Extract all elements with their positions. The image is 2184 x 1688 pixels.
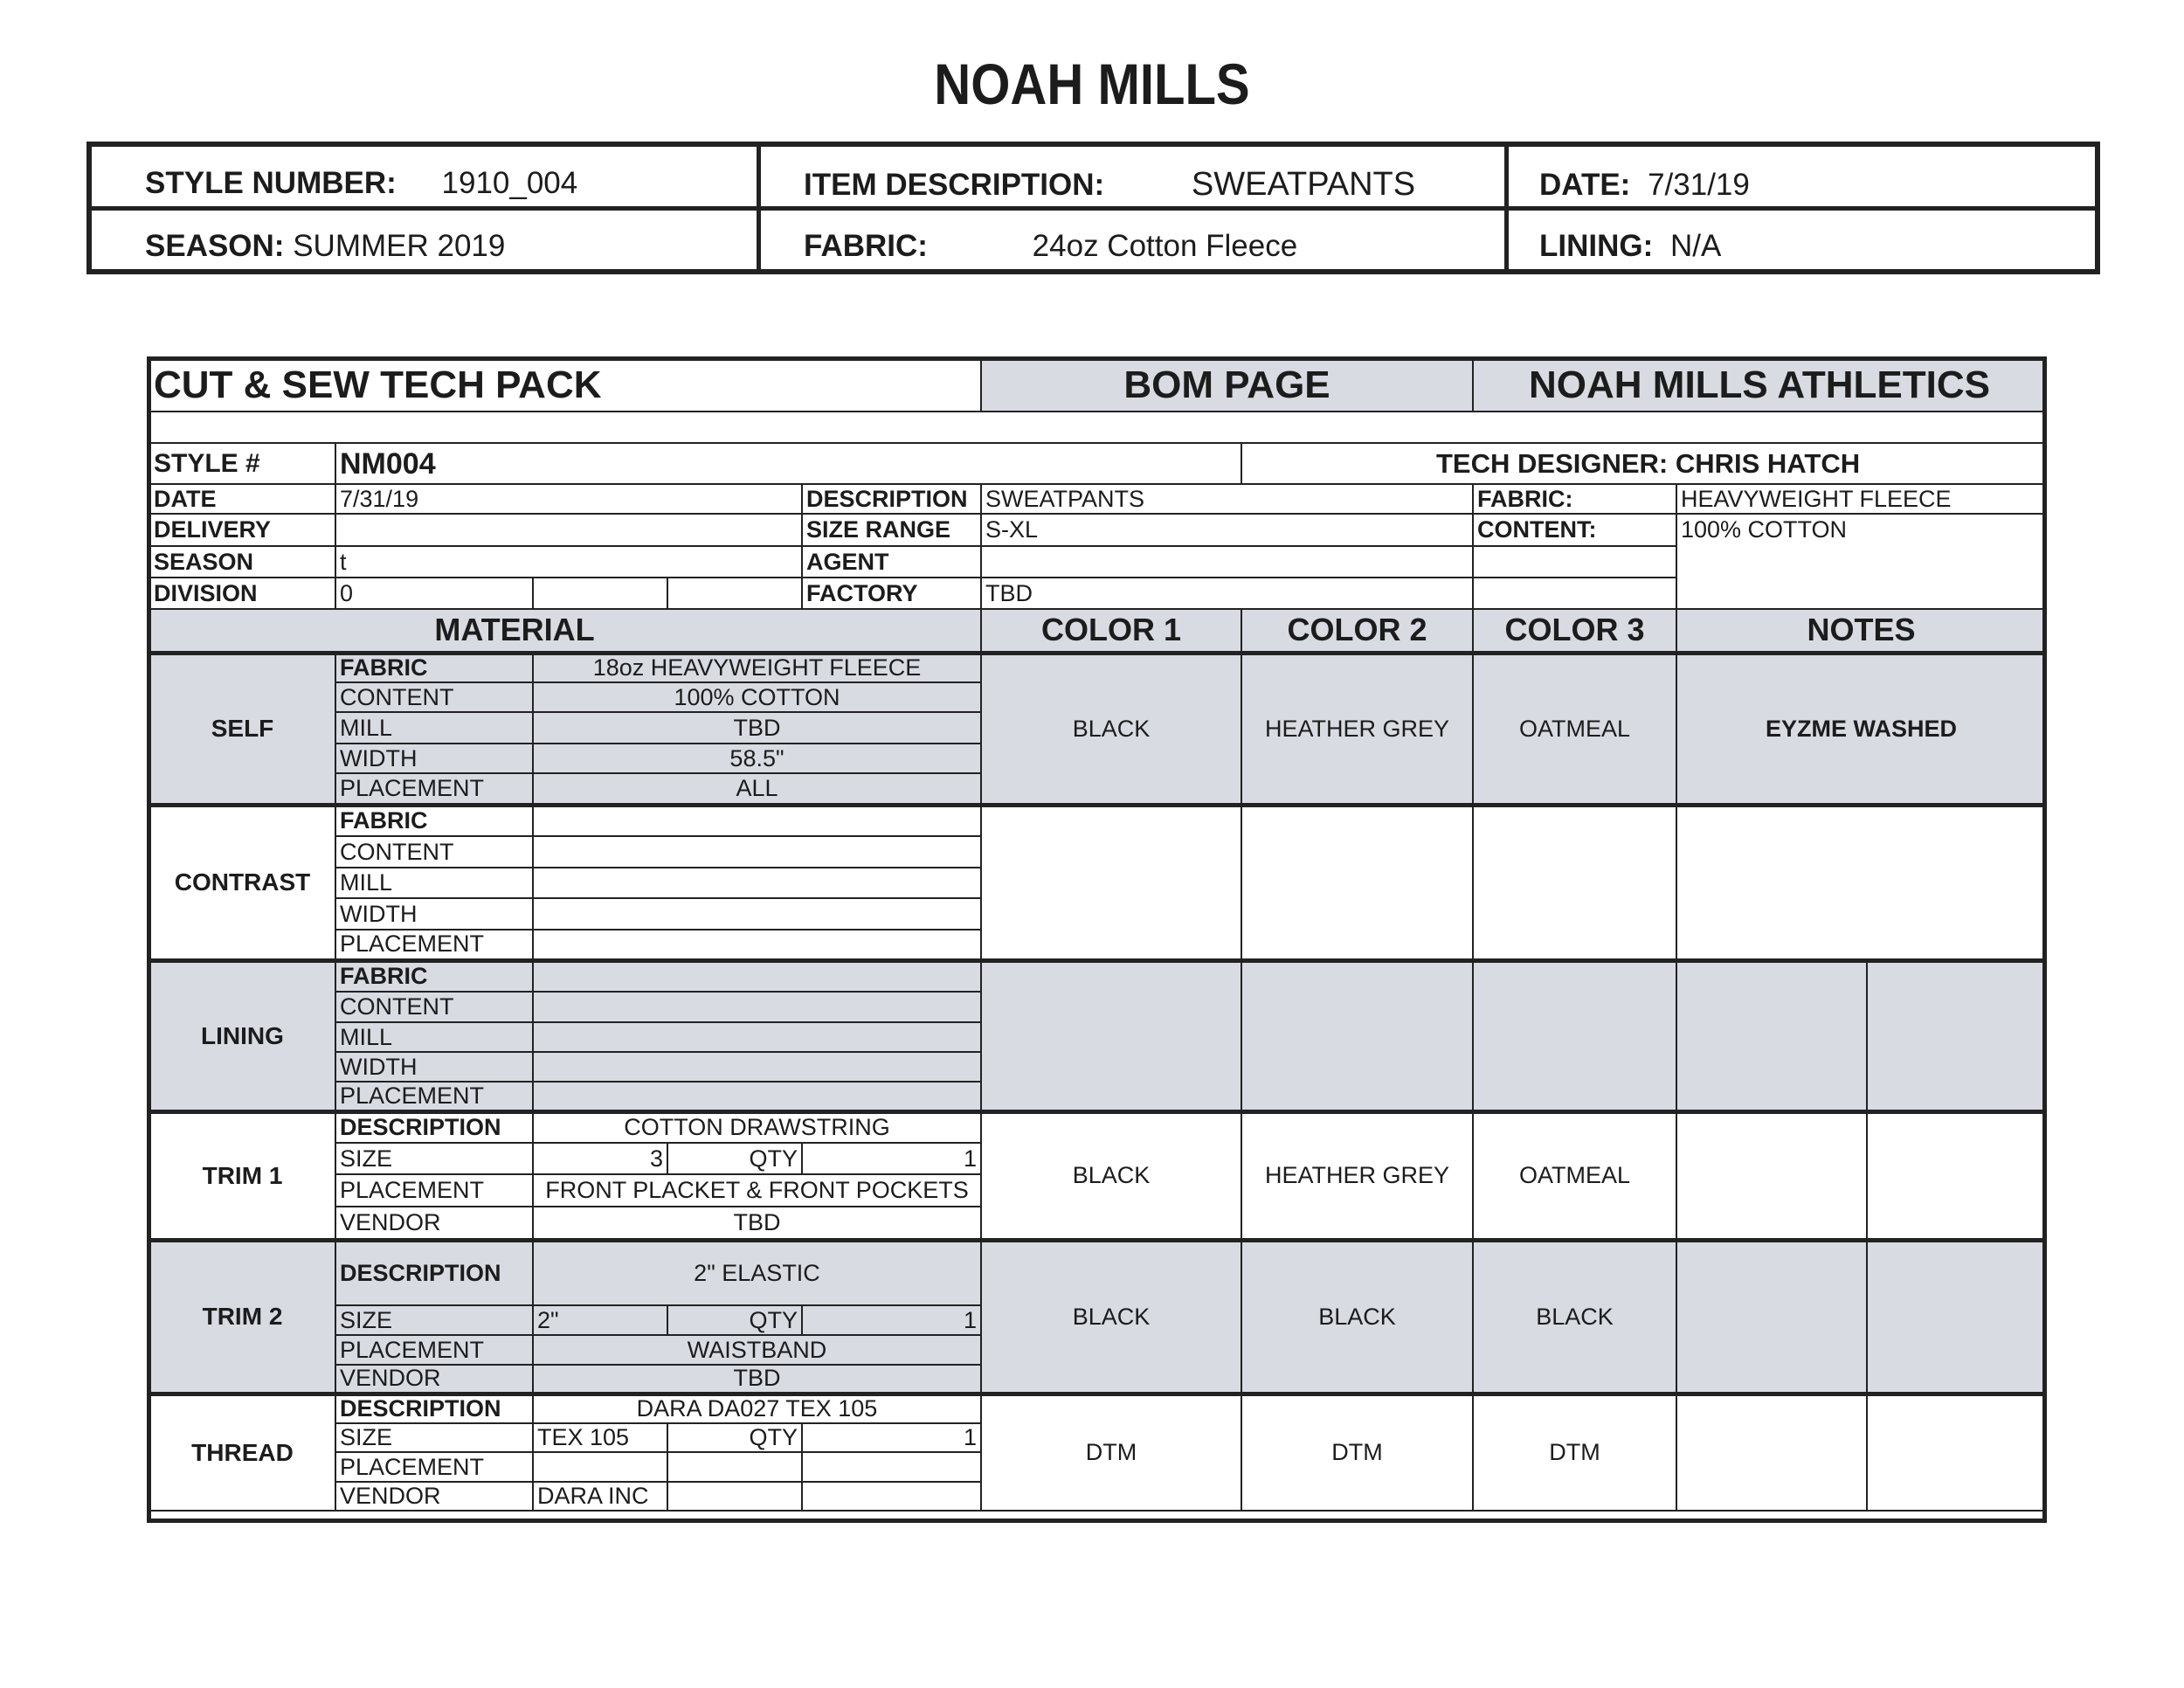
lining-label: LINING: (1539, 229, 1654, 263)
color1-heading: COLOR 1 (981, 609, 1241, 653)
trim1-qty-value: 1 (802, 1143, 981, 1174)
bom-page-heading: BOM PAGE (981, 359, 1473, 412)
style-number-label: STYLE NUMBER: (145, 166, 397, 200)
thread-placement-extra-2 (802, 1452, 981, 1482)
style-number-value: 1910_004 (441, 166, 578, 200)
thread-section-label: THREAD (149, 1394, 335, 1511)
lining-content-value (533, 992, 981, 1022)
thread-description-label: DESCRIPTION (335, 1394, 533, 1423)
trim2-color3: BLACK (1473, 1240, 1676, 1394)
self-placement-value: ALL (533, 773, 981, 805)
item-description-label: ITEM DESCRIPTION: (804, 168, 1105, 202)
contrast-fabric-value (533, 805, 981, 836)
size-range-label: SIZE RANGE (802, 514, 981, 546)
self-color3: OATMEAL (1473, 653, 1676, 805)
trim1-vendor-value: TBD (533, 1207, 981, 1240)
description-value: SWEATPANTS (981, 484, 1473, 514)
lining-color2 (1241, 960, 1473, 1111)
thread-vendor-extra-2 (802, 1482, 981, 1511)
content-row-label: CONTENT: (1473, 514, 1676, 546)
trim1-color3: OATMEAL (1473, 1111, 1676, 1240)
bom-table (149, 358, 2047, 1512)
self-width-label: WIDTH (335, 744, 533, 773)
thread-vendor-extra-1 (667, 1482, 802, 1511)
trim1-notes-2 (1867, 1111, 2046, 1240)
division-value: 0 (335, 578, 533, 609)
trim1-notes-1 (1676, 1111, 1867, 1240)
lining-section-label: LINING (149, 960, 335, 1111)
date-value: 7/31/19 (1648, 168, 1750, 202)
factory-value: TBD (981, 578, 1473, 609)
trim1-description-label: DESCRIPTION (335, 1111, 533, 1143)
self-width-value: 58.5" (533, 744, 981, 773)
contrast-content-value (533, 836, 981, 868)
thread-size-label: SIZE (335, 1423, 533, 1452)
lining-content-label: CONTENT (335, 992, 533, 1022)
lining-mill-label: MILL (335, 1022, 533, 1052)
trim1-color2: HEATHER GREY (1241, 1111, 1473, 1240)
contrast-mill-label: MILL (335, 868, 533, 898)
trim2-section-label: TRIM 2 (149, 1240, 335, 1394)
fabric-label: FABRIC: (804, 229, 928, 263)
lining-mill-value (533, 1022, 981, 1052)
contrast-color1 (981, 805, 1241, 960)
pack-title: CUT & SEW TECH PACK (149, 359, 981, 412)
color2-heading: COLOR 2 (1241, 609, 1473, 653)
contrast-section-label: CONTRAST (149, 805, 335, 960)
trim1-size-label: SIZE (335, 1143, 533, 1174)
trim2-description-label: DESCRIPTION (335, 1240, 533, 1305)
trim1-size-value: 3 (533, 1143, 667, 1174)
factory-label: FACTORY (802, 578, 981, 609)
date-field (1539, 168, 1750, 203)
trim2-qty-value: 1 (802, 1305, 981, 1335)
fabric-field (804, 229, 1297, 264)
delivery-value (335, 514, 802, 546)
material-heading: MATERIAL (149, 609, 981, 653)
contrast-notes (1676, 805, 2046, 960)
contrast-mill-value (533, 868, 981, 898)
lining-fabric-label: FABRIC (335, 960, 533, 992)
thread-description-value: DARA DA027 TEX 105 (533, 1394, 981, 1423)
header-divider-v1 (757, 142, 761, 274)
season-label: SEASON: (145, 229, 285, 263)
self-section-label: SELF (149, 653, 335, 805)
thread-notes-1 (1676, 1394, 1867, 1511)
trim2-vendor-label: VENDOR (335, 1365, 533, 1394)
trim1-qty-label: QTY (667, 1143, 802, 1174)
thread-color2: DTM (1241, 1394, 1473, 1511)
trim2-size-value: 2" (533, 1305, 667, 1335)
thread-vendor-label: VENDOR (335, 1482, 533, 1511)
division-extra-2 (667, 578, 802, 609)
season-row-label: SEASON (149, 546, 335, 578)
size-range-value: S-XL (981, 514, 1473, 546)
self-placement-label: PLACEMENT (335, 773, 533, 805)
fabric-value: 24oz Cotton Fleece (1032, 229, 1298, 263)
contrast-placement-label: PLACEMENT (335, 930, 533, 960)
date-row-value: 7/31/19 (335, 484, 802, 514)
lining-placement-label: PLACEMENT (335, 1082, 533, 1111)
trim2-notes-2 (1867, 1240, 2046, 1394)
agent-value (981, 546, 1473, 578)
trim1-vendor-label: VENDOR (335, 1207, 533, 1240)
trim1-color1: BLACK (981, 1111, 1241, 1240)
lining-field (1539, 229, 1721, 264)
thread-color3: DTM (1473, 1394, 1676, 1511)
division-extra-1 (533, 578, 667, 609)
lining-width-label: WIDTH (335, 1052, 533, 1082)
document-title: NOAH MILLS (934, 52, 1250, 116)
thread-notes-2 (1867, 1394, 2046, 1511)
lining-placement-value (533, 1082, 981, 1111)
lining-value: N/A (1670, 229, 1722, 263)
trim1-section-label: TRIM 1 (149, 1111, 335, 1240)
self-mill-label: MILL (335, 712, 533, 744)
thread-color1: DTM (981, 1394, 1241, 1511)
season-value: SUMMER 2019 (293, 229, 506, 263)
thread-placement-value (533, 1452, 667, 1482)
thread-qty-label: QTY (667, 1423, 802, 1452)
trim1-description-value: COTTON DRAWSTRING (533, 1111, 981, 1143)
trim1-placement-label: PLACEMENT (335, 1174, 533, 1207)
season-field (145, 229, 505, 264)
self-fabric-label: FABRIC (335, 653, 533, 682)
agent-label: AGENT (802, 546, 981, 578)
spacer-row (149, 412, 2046, 443)
lining-color3 (1473, 960, 1676, 1111)
self-color2: HEATHER GREY (1241, 653, 1473, 805)
style-label: STYLE # (149, 443, 335, 484)
date-label: DATE: (1539, 168, 1631, 202)
trim1-placement-value: FRONT PLACKET & FRONT POCKETS (533, 1174, 981, 1207)
description-label: DESCRIPTION (802, 484, 981, 514)
lining-width-value (533, 1052, 981, 1082)
contrast-content-label: CONTENT (335, 836, 533, 868)
header-divider-v2 (1504, 142, 1509, 274)
fabric-row-value: HEAVYWEIGHT FLEECE (1676, 484, 2046, 514)
trim2-description-value: 2" ELASTIC (533, 1240, 981, 1305)
thread-qty-value: 1 (802, 1423, 981, 1452)
tech-designer: TECH DESIGNER: CHRIS HATCH (1241, 443, 2046, 484)
trim2-placement-label: PLACEMENT (335, 1335, 533, 1365)
trim2-vendor-value: TBD (533, 1365, 981, 1394)
header-divider-h (86, 206, 2100, 211)
fabric-row-label: FABRIC: (1473, 484, 1676, 514)
contrast-placement-value (533, 930, 981, 960)
trim2-notes-1 (1676, 1240, 1867, 1394)
thread-placement-label: PLACEMENT (335, 1452, 533, 1482)
self-content-label: CONTENT (335, 682, 533, 712)
item-description-field (804, 166, 1415, 204)
thread-vendor-value: DARA INC (533, 1482, 667, 1511)
notes-heading: NOTES (1676, 609, 2046, 653)
trim2-color1: BLACK (981, 1240, 1241, 1394)
lining-color1 (981, 960, 1241, 1111)
lining-fabric-value (533, 960, 981, 992)
contrast-width-label: WIDTH (335, 898, 533, 930)
season-row-value: t (335, 546, 802, 578)
content-row-value: 100% COTTON (1676, 514, 2046, 609)
trim2-qty-label: QTY (667, 1305, 802, 1335)
self-color1: BLACK (981, 653, 1241, 805)
self-mill-value: TBD (533, 712, 981, 744)
style-value: NM004 (335, 443, 1241, 484)
thread-size-value: TEX 105 (533, 1423, 667, 1452)
empty-cell (1473, 578, 1676, 609)
trim2-size-label: SIZE (335, 1305, 533, 1335)
trim2-color2: BLACK (1241, 1240, 1473, 1394)
contrast-color3 (1473, 805, 1676, 960)
contrast-fabric-label: FABRIC (335, 805, 533, 836)
lining-notes-2 (1867, 960, 2046, 1111)
self-content-value: 100% COTTON (533, 682, 981, 712)
self-fabric-value: 18oz HEAVYWEIGHT FLEECE (533, 653, 981, 682)
color3-heading: COLOR 3 (1473, 609, 1676, 653)
contrast-width-value (533, 898, 981, 930)
brand-heading: NOAH MILLS ATHLETICS (1473, 359, 2046, 412)
thread-placement-extra-1 (667, 1452, 802, 1482)
empty-cell (1473, 546, 1676, 578)
self-notes: EYZME WASHED (1676, 653, 2046, 805)
date-row-label: DATE (149, 484, 335, 514)
item-description-value: SWEATPANTS (1191, 166, 1416, 203)
division-label: DIVISION (149, 578, 335, 609)
lining-notes-1 (1676, 960, 1867, 1111)
delivery-label: DELIVERY (149, 514, 335, 546)
trim2-placement-value: WAISTBAND (533, 1335, 981, 1365)
style-number-field (145, 166, 577, 201)
contrast-color2 (1241, 805, 1473, 960)
